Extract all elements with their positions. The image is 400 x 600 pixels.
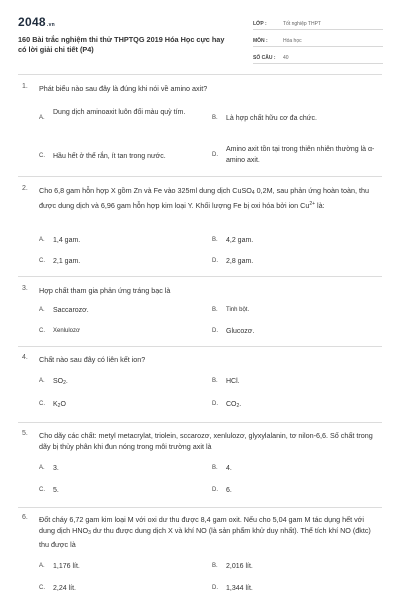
formula-part: . (239, 401, 242, 408)
option-letter: C. (39, 258, 45, 264)
exam-meta (253, 13, 383, 64)
option-text: Amino axit tồn tại trong thiên nhiên thường là α-amino axit. (226, 146, 375, 164)
meta-label: MÔN : (253, 38, 268, 44)
question-5 (22, 430, 384, 502)
option-letter: B. (212, 237, 218, 243)
option-letter: B. (212, 378, 218, 384)
option-text (226, 399, 376, 412)
option-letter: C. (39, 585, 45, 591)
option-letter: A. (39, 307, 45, 313)
formula-part: O (60, 401, 66, 408)
divider (18, 74, 382, 75)
meta-row-subject (253, 30, 383, 47)
option-text: Hầu hết ở thể rắn, ít tan trong nước. (53, 153, 166, 160)
option-text: 2,8 gam. (226, 258, 254, 265)
option-text: Là hợp chất hữu cơ đa chức. (226, 115, 317, 122)
exam-title: 160 Bài trắc nghiệm thi thử THPTQG 2019 Hóa Học cực hay có lời giải chi tiết (P4) (18, 35, 225, 54)
question-text-part: 0,2M, sau phản ứng hoàn toàn, thu được dung dịch và 6,96 gam hỗn hợp kim loại Y. Khối lượng Fe bị oxi hóa bởi ion Cu (39, 186, 369, 210)
question-text-part: là: (315, 201, 325, 210)
page-header (0, 0, 400, 74)
question-text (39, 514, 379, 550)
option-letter: D. (212, 328, 218, 334)
subscript: 3 (88, 530, 91, 536)
option-letter: B. (212, 307, 218, 313)
divider (18, 346, 382, 347)
formula-part: K (53, 401, 58, 408)
question-text: Cho dãy các chất: metyl metacrylat, triolein, sccarozơ, xenlulozơ, glyxylalanin, tơ nilon-6,6. Số chất trong dãy bị thủy phân khi đun nóng trong môi trường axit là (39, 431, 373, 451)
question-number: 3. (22, 285, 28, 292)
superscript: 2+ (309, 201, 316, 207)
option-text: Dung dịch aminoaxit luôn đổi màu quỳ tím. (53, 109, 186, 116)
formula-part: . (65, 378, 68, 385)
option-letter: A. (39, 115, 45, 121)
meta-row-class (253, 13, 383, 30)
option-letter: C. (39, 401, 45, 407)
subscript: 2 (63, 380, 66, 386)
option-letter: C. (39, 487, 45, 493)
divider (18, 507, 382, 508)
option-letter: B. (212, 563, 218, 569)
option-letter: A. (39, 237, 45, 243)
formula-part: CO (226, 401, 237, 408)
option-letter: B. (212, 465, 218, 471)
meta-label: LỚP : (253, 21, 267, 27)
meta-label: SỐ CÂU : (253, 55, 276, 61)
option-text (53, 376, 203, 389)
option-text: 2,24 lít. (53, 585, 76, 592)
question-4 (22, 354, 384, 419)
option-letter: B. (212, 115, 218, 121)
question-1 (22, 83, 384, 175)
option-letter: A. (39, 563, 45, 569)
option-text: 1,4 gam. (53, 237, 81, 244)
option-text: 6. (226, 487, 232, 494)
option-text: 5. (53, 487, 59, 494)
divider (18, 422, 382, 423)
formula-part: SO (53, 378, 64, 385)
question-number: 2. (22, 185, 28, 192)
question-number: 5. (22, 430, 28, 437)
option-text: Tinh bột. (226, 307, 250, 313)
subscript: 4 (251, 190, 255, 196)
option-text (53, 399, 203, 412)
subscript: 2 (57, 403, 61, 409)
question-text-part: Đốt cháy 6,72 gam kim loại M với oxi dư thu được 8,4 gam oxit. Nếu cho 5,04 gam M tác dụng hết với dung dịch HNO (39, 515, 364, 535)
question-text: Phát biểu nào sau đây là đúng khi nói về amino axit? (39, 84, 208, 93)
option-text: Xenlulozơ (53, 328, 80, 334)
question-3 (22, 285, 384, 345)
divider (18, 176, 382, 177)
option-letter: A. (39, 465, 45, 471)
question-text (39, 185, 379, 211)
option-letter: C. (39, 328, 45, 334)
option-text: 3. (53, 465, 59, 472)
option-letter: D. (212, 401, 218, 407)
meta-value: Tốt nghiệp THPT (283, 21, 321, 27)
option-letter: A. (39, 378, 45, 384)
option-letter: C. (39, 153, 45, 159)
question-2 (22, 185, 384, 270)
logo-text: 2048 (18, 15, 46, 29)
option-letter: D. (212, 258, 218, 264)
subscript: 2 (236, 403, 240, 409)
site-logo[interactable] (18, 15, 55, 29)
question-number: 1. (22, 83, 28, 90)
option-text: Saccarozơ. (53, 307, 89, 314)
question-number: 4. (22, 354, 28, 361)
option-text: 4,2 gam. (226, 237, 254, 244)
option-letter: D. (212, 152, 218, 158)
option-text: 1,344 lít. (226, 585, 253, 592)
option-text: 2,1 gam. (53, 258, 81, 265)
question-number: 6. (22, 514, 28, 521)
option-text: 1,176 lít. (53, 563, 80, 570)
option-text: 4. (226, 465, 232, 472)
question-6 (22, 514, 384, 600)
question-text: Hợp chất tham gia phản ứng tráng bạc là (39, 286, 171, 295)
option-letter: D. (212, 585, 218, 591)
option-text: HCl. (226, 378, 240, 385)
meta-value: 40 (283, 55, 289, 61)
logo-suffix: .vn (46, 22, 56, 28)
question-text: Chất nào sau đây có liên kết ion? (39, 355, 146, 364)
meta-row-count (253, 47, 383, 64)
question-text-part: dư thu được dung dịch X và khí NO (là sản phẩm khử duy nhất). Thể tích khí NO (đktc) thu được là (39, 526, 371, 549)
meta-value: Hóa học (283, 38, 302, 44)
divider (18, 276, 382, 277)
option-text: Glucozơ. (226, 328, 255, 335)
option-letter: D. (212, 487, 218, 493)
question-text-part: Cho 6,8 gam hỗn hợp X gồm Zn và Fe vào 325ml dung dịch CuSO (39, 186, 252, 195)
option-text: 2,016 lít. (226, 563, 253, 570)
